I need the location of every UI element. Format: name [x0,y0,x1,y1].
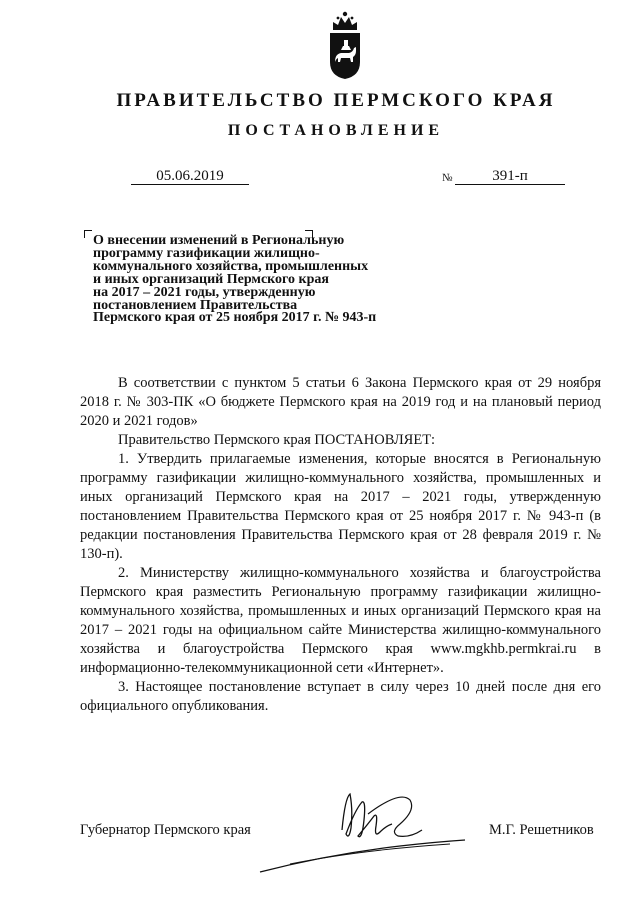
signer-title: Губернатор Пермского края [80,822,251,838]
subject-line: О внесении изменений в Региональную [93,233,345,248]
subject-line: коммунального хозяйства, промышленных [93,258,369,274]
document-number: 391-п [455,167,565,185]
number-sign: № [442,172,453,184]
document-type: ПОСТАНОВЛЕНИЕ [227,122,445,139]
body-paragraph: Правительство Пермского края ПОСТАНОВЛЯЕТ: [118,432,436,448]
subject-line: постановлением Правительства [93,297,298,313]
body-paragraph: 1. Утвердить прилагаемые изменения, которые вносятся в Региональную программу газификации жилищно-коммунального хозяйства, промышленных и иных организаций Пермского края на 2017 – 2021 годы, утвержденную постановлением Правительства Пермского края от 25 ноября 2017 г. № 943-п (в редакции постановления Правительства Пермского края от 28 февраля 2019 г. № 130-п). [80,451,601,562]
document-date: 05.06.2019 [131,167,249,185]
subject-line: программу газификации жилищно- [93,245,320,261]
body-paragraph: 2. Министерству жилищно-коммунального хозяйства и благоустройства Пермского края разместить Региональную программу газификации жилищно-коммунального хозяйства, промышленных и иных организаций Пермского края на 2017 – 2021 годы на официальном сайте Министерства жилищно-коммунального хозяйства и благоустройства Пермского края www.mgkhb.permkrai.ru в информационно-телекоммуникационной сети «Интернет». [80,565,601,676]
subject-line: на 2017 – 2021 годы, утвержденную [93,284,316,300]
body-paragraph: 3. Настоящее постановление вступает в силу через 10 дней после дня его официального опубликования. [80,679,601,714]
coat-of-arms-icon [327,10,363,80]
body-paragraph: В соответствии с пунктом 5 статьи 6 Закона Пермского края от 29 ноября 2018 г. № 303-ПК «О бюджете Пермского края на 2019 год и на плановый период 2020 и 2021 годов» [80,375,601,429]
subject-line: Пермского края от 25 ноября 2017 г. № 943-п [93,310,377,326]
subject-line: и иных организаций Пермского края [93,271,329,287]
handwritten-signature-icon [250,780,480,880]
document-subject [93,235,413,325]
subject-bracket-left [84,230,92,238]
signer-name: М.Г. Решетников [489,822,594,838]
document-body [80,374,601,716]
organization-title: ПРАВИТЕЛЬСТВО ПЕРМСКОГО КРАЯ [116,90,556,111]
